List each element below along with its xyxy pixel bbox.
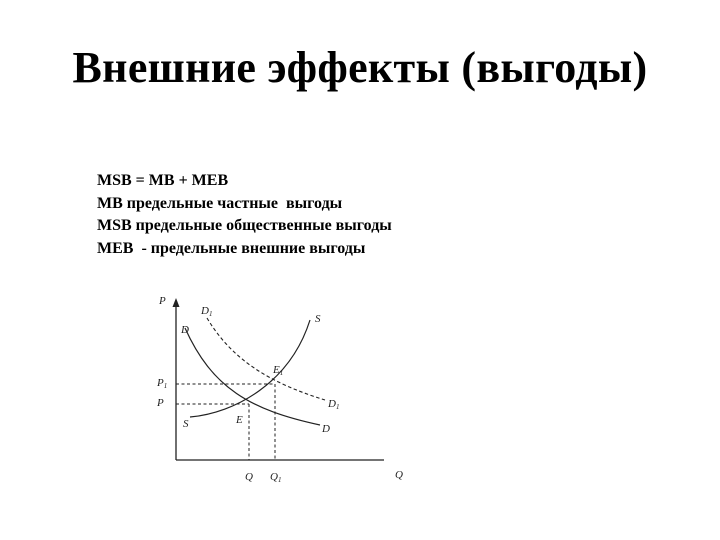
label-d-right: D — [322, 423, 330, 435]
label-s-bottom: S — [183, 418, 189, 430]
label-e1: E1 — [273, 364, 284, 377]
tick-label-q1: Q1 — [270, 471, 282, 484]
y-axis-arrow — [173, 298, 180, 307]
supply-curve-s — [190, 320, 310, 417]
definition-meb: MEB - предельные внешние выгоды — [97, 239, 366, 257]
tick-label-q: Q — [245, 471, 253, 483]
label-d1-right: D1 — [328, 398, 340, 411]
label-s-top: S — [315, 313, 321, 325]
tick-label-p1: P1 — [157, 377, 168, 390]
axis-label-p: P — [159, 295, 166, 307]
definition-mb: MB предельные частные выгоды — [97, 194, 343, 212]
demand-curve-d1 — [207, 318, 325, 400]
slide-title: Внешние эффекты (выгоды) — [72, 43, 648, 92]
label-d1-top: D1 — [201, 305, 213, 318]
axis-label-q: Q — [395, 469, 403, 481]
definition-msb: MSB предельные общественные выгоды — [97, 217, 392, 234]
label-d-top: D — [181, 324, 189, 336]
tick-label-p: P — [157, 397, 164, 409]
demand-curve-d — [185, 328, 320, 425]
definition-formula: MSB = MB + MEB — [97, 172, 229, 189]
label-e: E — [236, 414, 243, 426]
